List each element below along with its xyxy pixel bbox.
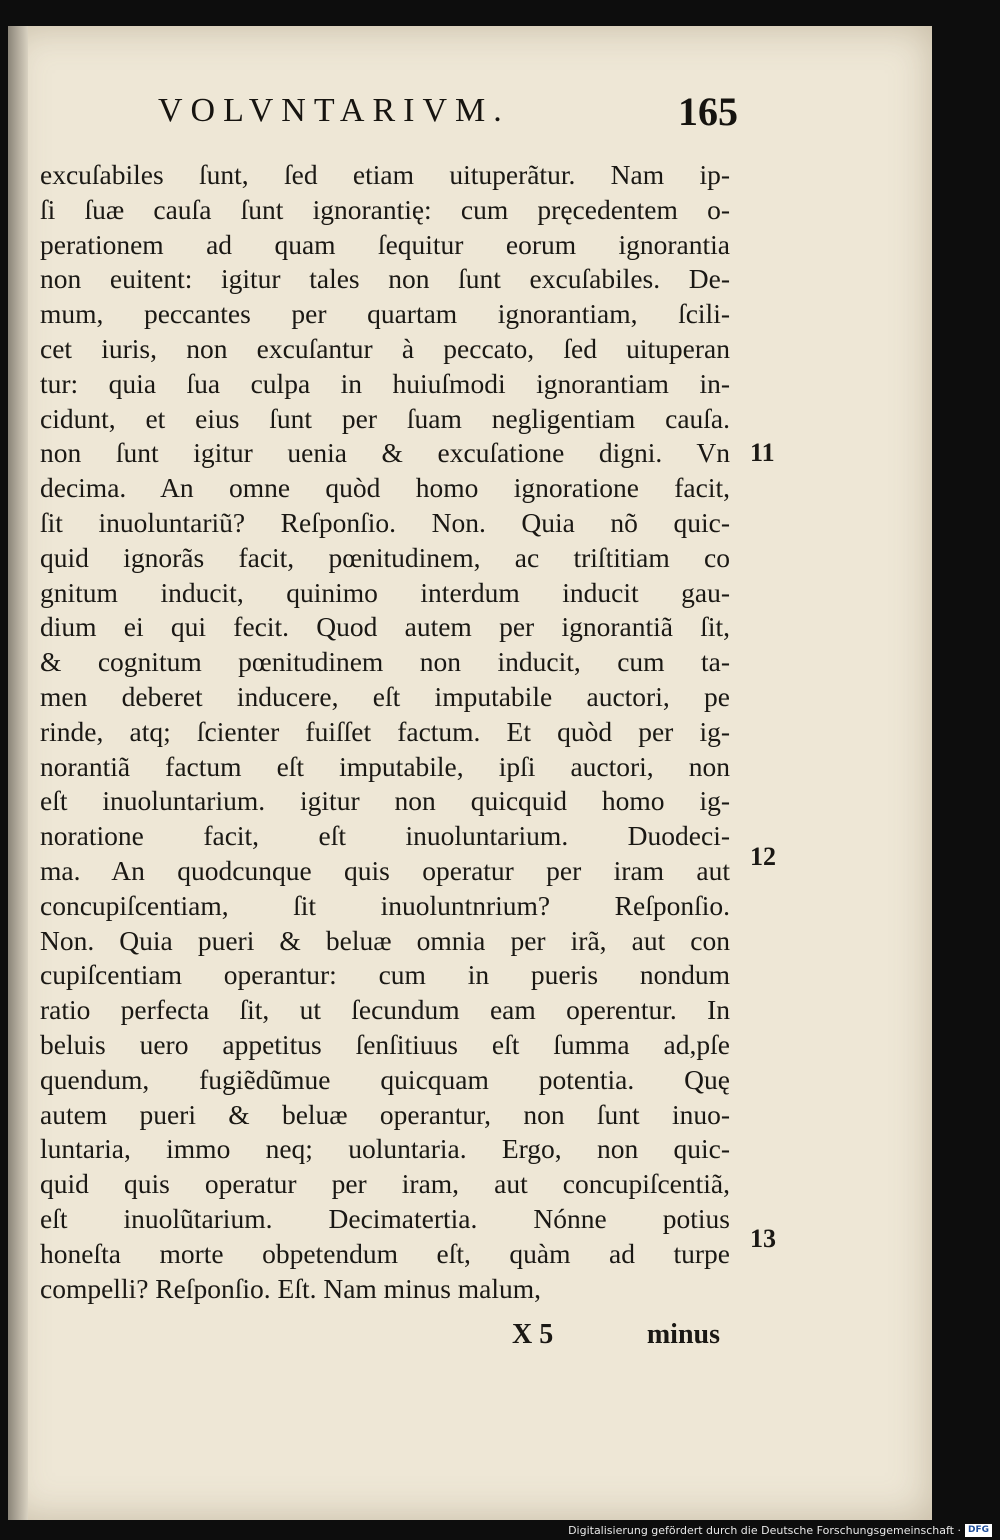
page-number: 165: [678, 89, 738, 134]
catchword-line: [508, 1319, 720, 1353]
text-line: ſi ſuæ cauſa ſunt ignorantię: cum pręcedentem o-: [40, 193, 730, 225]
text-line: eſt inuolũtarium. Decimatertia. Nónne potius: [40, 1202, 730, 1234]
book-page: [8, 26, 932, 1520]
text-line: cidunt, et eius ſunt per ſuam negligentiam cauſa.: [40, 402, 730, 434]
text-line: rinde, atq; ſcienter fuiſſet factum. Et quòd per ig-: [40, 715, 730, 747]
digitization-credit: [568, 1522, 992, 1538]
marginal-number: 11: [750, 438, 775, 467]
text-line: non ſunt igitur uenia & excuſatione digni. Vn: [40, 437, 730, 469]
text-line: men deberet inducere, eſt imputabile auctori, pe: [40, 680, 730, 712]
text-line: decima. An omne quòd homo ignoratione facit,: [40, 472, 730, 504]
marginal-number: 13: [750, 1224, 776, 1253]
running-title: VOLVNTARIVM.: [158, 92, 510, 129]
text-line: dium ei qui fecit. Quod autem per ignorantiã ſit,: [40, 611, 730, 643]
text-line: non euitent: igitur tales non ſunt excuſabiles. De-: [40, 263, 730, 295]
text-line: mum, peccantes per quartam ignorantiam, ſcili-: [40, 298, 730, 330]
signature-mark: X 5: [512, 1319, 554, 1350]
text-line: luntaria, immo neq; uoluntaria. Ergo, non quic-: [40, 1133, 730, 1165]
text-line: compelli? Reſponſio. Eſt. Nam minus malum,: [40, 1272, 542, 1304]
text-line: autem pueri & beluæ operantur, non ſunt inuo-: [40, 1098, 730, 1130]
text-line: honeſta morte obpetendum eſt, quàm ad turpe: [40, 1237, 730, 1269]
text-line: cupiſcentiam operantur: cum in pueris nondum: [40, 959, 730, 991]
marginal-number: 12: [750, 842, 776, 871]
text-line: concupiſcentiam, ſit inuoluntnrium? Reſponſio.: [40, 889, 730, 921]
text-line: ſit inuoluntariũ? Reſponſio. Non. Quia nõ quic-: [40, 506, 730, 538]
text-line: ratio perfecta ſit, ut ſecundum eam operentur. In: [40, 994, 730, 1026]
page-header: [158, 89, 738, 152]
text-block: [40, 158, 730, 1306]
text-line: norantiã factum eſt imputabile, ipſi auctori, non: [40, 750, 730, 782]
text-line: ma. An quodcunque quis operatur per iram aut: [40, 854, 730, 886]
text-line: gnitum inducit, quinimo interdum inducit gau-: [40, 576, 730, 608]
credit-text: Digitalisierung gefördert durch die Deutsche Forschungsgemeinschaft ·: [568, 1523, 961, 1537]
text-line: Non. Quia pueri & beluæ omnia per irã, aut con: [40, 924, 730, 956]
text-line: quid quis operatur per iram, aut concupiſcentiã,: [40, 1168, 730, 1200]
text-line: & cognitum pœnitudinem non inducit, cum ta-: [40, 646, 730, 678]
text-line: quid ignorãs facit, pœnitudinem, ac triſtitiam co: [40, 541, 730, 573]
text-line: excuſabiles ſunt, ſed etiam uituperãtur. Nam ip-: [40, 159, 730, 190]
text-line: quendum, fugiẽdũmue quicquam potentia. Quę: [40, 1063, 730, 1095]
text-line: beluis uero appetitus ſenſitiuus eſt ſumma ad,pſe: [40, 1028, 730, 1060]
text-line: perationem ad quam ſequitur eorum ignorantia: [40, 228, 730, 260]
text-line: noratione facit, eſt inuoluntarium. Duodeci-: [40, 820, 730, 852]
text-line: cet iuris, non excuſantur à peccato, ſed uituperan: [40, 332, 730, 364]
catchword: minus: [646, 1319, 720, 1350]
text-line: eſt inuoluntarium. igitur non quicquid homo ig-: [40, 785, 730, 817]
text-line: tur: quia ſua culpa in huiuſmodi ignorantiam in-: [40, 367, 730, 399]
dfg-logo: DFG: [965, 1524, 992, 1537]
